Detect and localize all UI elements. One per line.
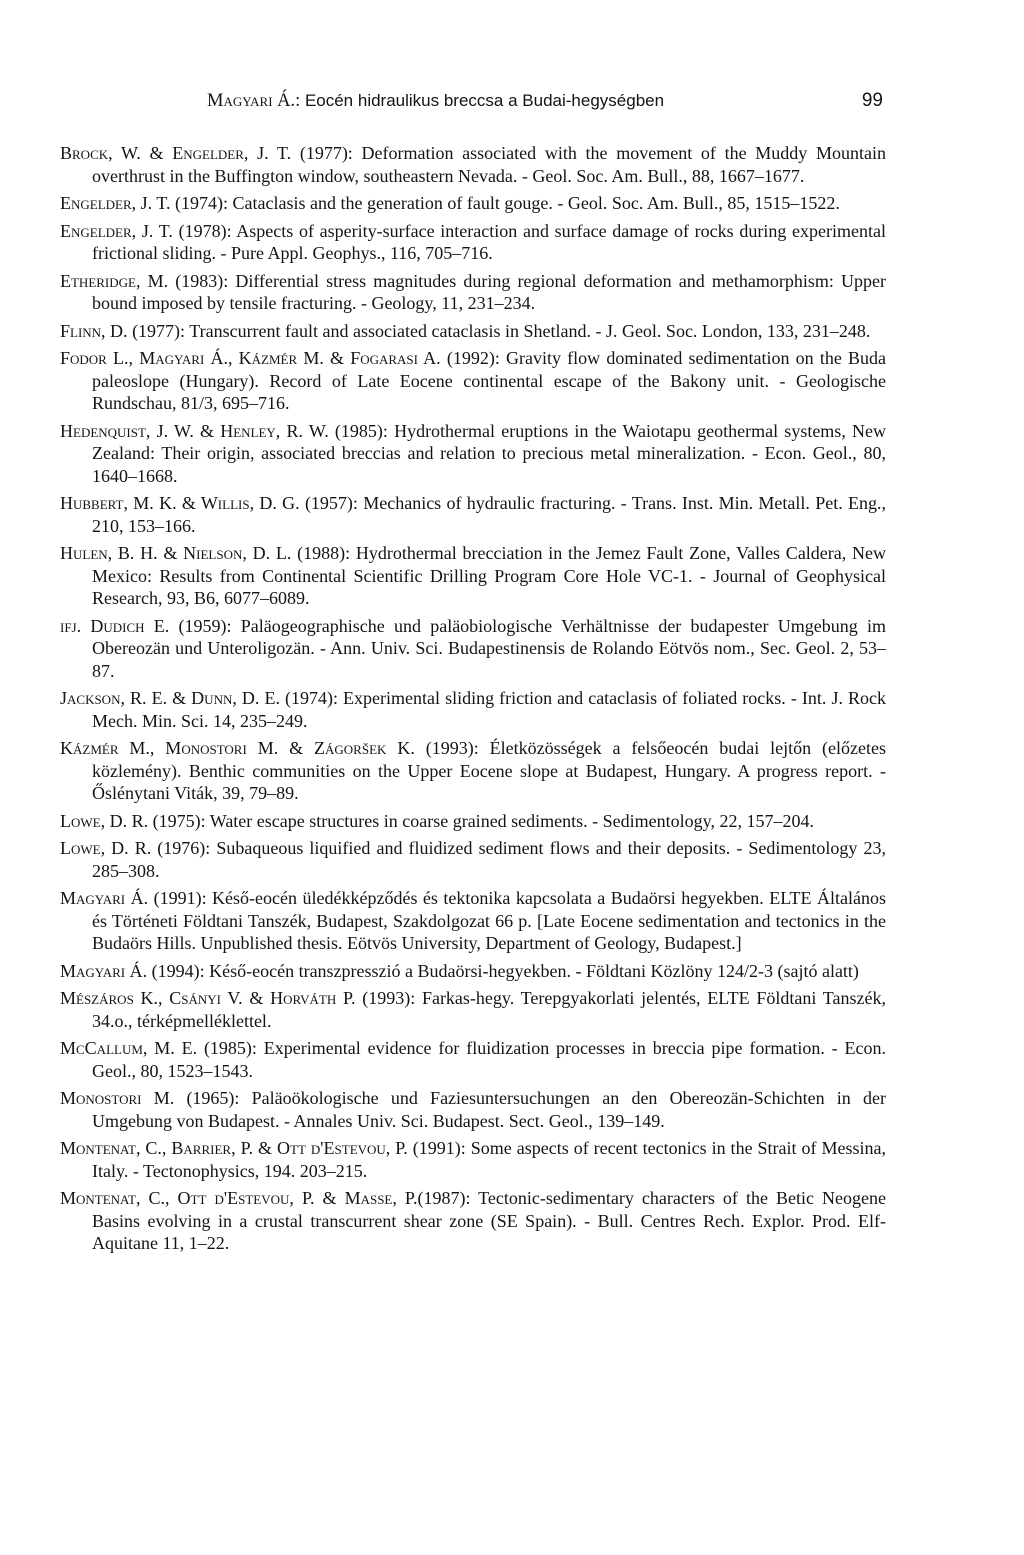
reference-entry — [60, 347, 886, 415]
reference-text: (1974): Experimental sliding friction and cataclasis of foliated rocks. - Int. J. Rock Mech. Min. Sci. 14, 235–249. — [92, 688, 886, 731]
reference-text: (1993): Életközösségek a felsőeocén budai lejtőn (előzetes közlemény). Benthic communities on the Upper Eocene slope at Budapest, Hungary. A progress report. - Őslénytani Viták, 39, 79–89. — [92, 738, 886, 803]
reference-authors: Magyari Á. — [60, 888, 149, 908]
reference-authors: Engelder, J. T. — [60, 220, 173, 241]
reference-entry — [60, 1137, 886, 1182]
reference-text: (1965): Paläoökologische und Faziesuntersuchungen an den Obereozän-Schichten in der Umgebung von Budapest. - Annales Univ. Sci. Budapest. Sect. Geol., 139–149. — [92, 1088, 886, 1131]
reference-authors: Brock, W. & Engelder, J. T. — [60, 143, 292, 163]
reference-text: (1977): Transcurrent fault and associated cataclasis in Shetland. - J. Geol. Soc. London, 133, 231–248. — [127, 320, 871, 341]
reference-entry — [60, 492, 886, 537]
reference-text: (1976): Subaqueous liquified and fluidized sediment flows and their deposits. - Sedimentology 23, 285–308. — [92, 838, 886, 881]
reference-text: (1978): Aspects of asperity-surface interaction and surface damage of rocks during experimental frictional sliding. - Pure Appl. Geophys., 116, 705–716. — [92, 220, 886, 263]
reference-authors: Engelder, J. T. — [60, 193, 171, 213]
reference-text: (1975): Water escape structures in coarse grained sediments. - Sedimentology, 22, 157–204. — [148, 810, 814, 831]
reference-authors: ifj. Dudich E. — [60, 615, 170, 636]
reference-entry — [60, 220, 886, 265]
reference-text: (1977): Deformation associated with the movement of the Muddy Mountain overthrust in the Buffington window, southeastern Nevada. - Geol. Soc. Am. Bull., 88, 1667–1677. — [92, 143, 886, 186]
reference-text: (1994): Késő-eocén transzpresszió a Budaörsi-hegyekben. - Földtani Közlöny 124/2-3 (sajtó alatt) — [147, 960, 859, 981]
reference-text: (1987): Tectonic-sedimentary characters of the Betic Neogene Basins evolving in a crustal transcurrent shear zone (SE Spain). - Bull. Centres Rech. Explor. Prod. Elf-Aquitane 11, 1–22. — [92, 1188, 886, 1253]
reference-entry — [60, 960, 886, 983]
reference-entry — [60, 1037, 886, 1082]
reference-authors: Kázmér M., Monostori M. & Zágoršek K. — [60, 738, 415, 758]
reference-authors: Flinn, D. — [60, 320, 128, 341]
reference-authors: Hulen, B. H. & Nielson, D. L. — [60, 543, 292, 563]
reference-entry — [60, 987, 886, 1032]
reference-entry — [60, 737, 886, 805]
reference-text: (1985): Hydrothermal eruptions in the Waiotapu geothermal systems, New Zealand: Their origin, associated breccias and relation to precious metal mineralization. - Econ. Geol., 80, 1640–1668. — [92, 420, 886, 486]
reference-entry — [60, 887, 886, 955]
reference-entry — [60, 320, 886, 343]
reference-authors: Mészáros K., Csányi V. & Horváth P. — [60, 988, 356, 1008]
header-title: Eocén hidraulikus breccsa a Budai-hegységben — [304, 91, 665, 110]
reference-entry — [60, 837, 886, 882]
reference-authors: Montenat, C., Ott d'Estevou, P. & Masse, P. — [60, 1188, 418, 1208]
reference-entry — [60, 615, 886, 683]
reference-text: (1988): Hydrothermal brecciation in the Jemez Fault Zone, Valles Caldera, New Mexico: Results from Continental Scientific Drilling Program Core Hole VC-1. - Journal of Geophysical Research, 93, B6, 6077–6089. — [92, 543, 887, 608]
reference-entry — [60, 542, 886, 610]
reference-text: (1991): Some aspects of recent tectonics in the Strait of Messina, Italy. - Tectonophysics, 194. 203–215. — [92, 1138, 886, 1181]
reference-text: (1993): Farkas-hegy. Terepgyakorlati jelentés, ELTE Földtani Tanszék, 34.o., térképmelléklettel. — [92, 988, 886, 1031]
reference-entry — [60, 1087, 886, 1132]
reference-entry — [60, 1187, 886, 1255]
reference-authors: Lowe, D. R. — [60, 838, 152, 858]
reference-authors: Monostori M. — [60, 1088, 175, 1108]
reference-authors: Fodor L., Magyari Á., Kázmér M. & Fogarasi A. — [60, 348, 441, 368]
reference-authors: Etheridge, M. — [60, 270, 169, 291]
reference-text: (1983): Differential stress magnitudes during regional deformation and methamorphism: Upper bound imposed by tensile fracturing. - Geology, 11, 231–234. — [92, 270, 886, 313]
reference-authors: Montenat, C., Barrier, P. & Ott d'Estevou, P. — [60, 1138, 408, 1158]
reference-authors: Hubbert, M. K. & Willis, D. G. — [60, 493, 300, 513]
reference-entry — [60, 420, 886, 488]
reference-authors: Hedenquist, J. W. & Henley, R. W. — [60, 420, 329, 441]
reference-authors: Lowe, D. R. — [60, 810, 149, 831]
reference-text: (1959): Paläogeographische und paläobiologische Verhältnisse der budapester Umgebung im Obereozän und Unteroligozän. - Ann. Univ. Sci. Budapestinensis de Rolando Eötvös nom., Sec. Geol. 2, 53–87. — [92, 615, 887, 681]
reference-text: (1992): Gravity flow dominated sedimentation on the Buda paleoslope (Hungary). Record of Late Eocene continental escape of the Bakony unit. - Geologische Rundschau, 81/3, 695–716. — [92, 348, 886, 413]
reference-text: (1991): Késő-eocén üledékképződés és tektonika kapcsolata a Budaörsi hegyekben. ELTE Általános és Történeti Földtani Tanszék, Budapest, Szakdolgozat 66 p. [Late Eocene sedimentation and tectonics in the Budaörs Hills. Unpublished thesis. Eötvös University, Department of Geology, Budapest.] — [92, 888, 886, 953]
reference-entry — [60, 270, 886, 315]
reference-entry — [60, 192, 886, 215]
page-number: 99 — [861, 90, 883, 111]
header-author: Magyari Á.: — [207, 91, 301, 111]
reference-entry — [60, 810, 886, 833]
reference-authors: Jackson, R. E. & Dunn, D. E. — [60, 688, 280, 708]
reference-list — [60, 142, 886, 1260]
reference-entry — [60, 142, 886, 187]
reference-entry — [60, 687, 886, 732]
reference-text: (1957): Mechanics of hydraulic fracturing. - Trans. Inst. Min. Metall. Pet. Eng., 210, 153–166. — [92, 493, 886, 536]
reference-authors: McCallum, M. E. — [60, 1038, 198, 1058]
reference-text: (1985): Experimental evidence for fluidization processes in breccia pipe formation. - Econ. Geol., 80, 1523–1543. — [92, 1038, 886, 1081]
running-header — [207, 88, 883, 114]
reference-text: (1974): Cataclasis and the generation of fault gouge. - Geol. Soc. Am. Bull., 85, 1515–1522. — [170, 193, 840, 213]
reference-authors: Magyari Á. — [60, 960, 148, 981]
